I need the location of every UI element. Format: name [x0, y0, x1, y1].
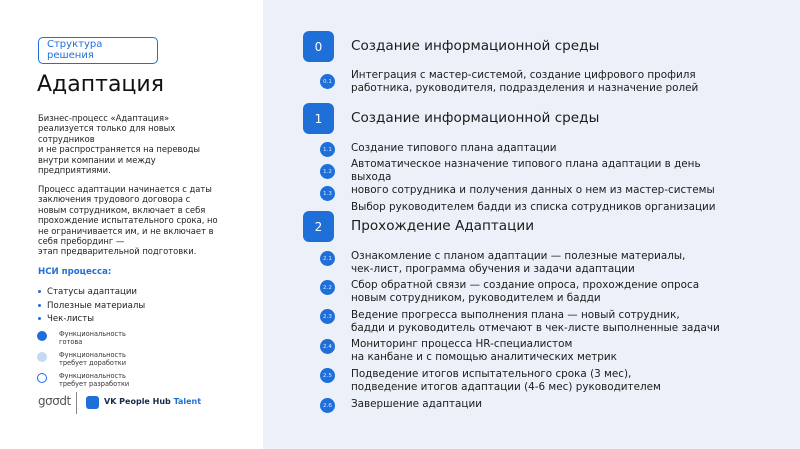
step-badge: 1.1 [320, 142, 335, 157]
ready-dot-icon [37, 331, 47, 341]
section-badge: 0 [303, 31, 334, 62]
nsi-list [38, 286, 145, 327]
step-badge: 2.1 [320, 251, 335, 266]
section-badge: 2 [303, 211, 334, 242]
description-paragraph-1: Бизнес-процесс «Адаптация» реализуется только для новых сотрудников и не распространяется на переводы внутри компании и между предприятиями. [38, 113, 200, 176]
section-title: Создание информационной среды [351, 38, 600, 54]
step-text: Выбор руководителем бадди из списка сотрудников организации [351, 201, 716, 213]
vk-logo-name: VK People Hub [104, 397, 171, 406]
step-text: Автоматическое назначение типового плана адаптации в день выхода нового сотрудника и получения данных о нем из мастер-системы [351, 158, 715, 196]
step-badge: 2.3 [320, 309, 335, 324]
step-badge: 2.4 [320, 339, 335, 354]
needs-dot-icon [37, 352, 47, 362]
step-text: Ведение прогресса выполнения плана — новый сотрудник, бадди и руководитель отмечают в чек-листе выполненные задачи [351, 309, 720, 334]
nsi-item: Полезные материалы [38, 300, 145, 314]
legend-needs-label: Функциональность требует доработки [59, 351, 127, 368]
step-text: Завершение адаптации [351, 398, 482, 410]
section-title: Прохождение Адаптации [351, 218, 535, 234]
nsi-title: НСИ процесса: [38, 267, 112, 277]
vk-logo-text [104, 397, 201, 406]
goodt-logo: gσσdt [38, 394, 71, 408]
section-tag [38, 37, 158, 64]
step-text: Подведение итогов испытательного срока (3 мес), подведение итогов адаптации (4-6 мес) руководителем [351, 368, 661, 393]
step-badge: 0.1 [320, 74, 335, 89]
step-badge: 2.6 [320, 398, 335, 413]
step-text: Интеграция с мастер-системой, создание цифрового профиля работника, руководителя, подразделения и назначение ролей [351, 69, 699, 94]
step-badge: 1.3 [320, 186, 335, 201]
logo-divider [76, 392, 77, 414]
nsi-item: Статусы адаптации [38, 286, 145, 300]
description-paragraph-2: Процесс адаптации начинается с даты заключения трудового договора с новым сотрудником, включает в себя прохождение испытательного срока, но не ограничивается им, и не включает в себя пребординг — этап предварительной подготовки. [38, 184, 218, 257]
nsi-item: Чек-листы [38, 313, 145, 327]
step-text: Мониторинг процесса HR-специалистом на канбане и с помощью аналитических метрик [351, 338, 617, 363]
section-badge: 1 [303, 103, 334, 134]
legend-ready-label: Функциональность готова [59, 330, 126, 347]
page-title: Адаптация [37, 72, 164, 97]
section-tag-label: Структура решения [47, 39, 103, 61]
step-text: Создание типового плана адаптации [351, 142, 557, 154]
vk-logo-icon [86, 396, 99, 409]
section-title: Создание информационной среды [351, 110, 600, 126]
step-badge: 1.2 [320, 164, 335, 179]
legend-dev-label: Функциональность требует разработки [59, 372, 130, 389]
step-badge: 2.2 [320, 280, 335, 295]
dev-dot-icon [37, 373, 47, 383]
step-text: Сбор обратной связи — создание опроса, прохождение опроса новым сотрудником, руководителем и бадди [351, 279, 700, 304]
step-text: Ознакомление с планом адаптации — полезные материалы, чек-лист, программа обучения и задачи адаптации [351, 250, 686, 275]
step-badge: 2.5 [320, 368, 335, 383]
vk-logo-talent: Talent [173, 397, 202, 406]
